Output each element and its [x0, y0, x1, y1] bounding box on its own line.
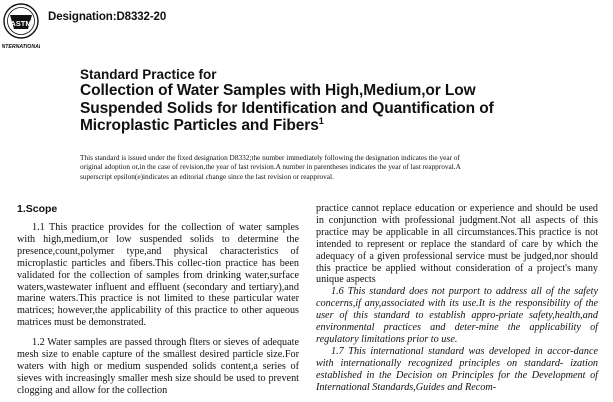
- text-line: content,a series of sieves with increasingly smaller mesh size: [17, 360, 300, 384]
- text-line: of this practice may be applicable in all circumstances.This: [316, 214, 598, 238]
- designation: Designation:D8332-20: [48, 11, 167, 23]
- title-prefix: Standard Practice for: [80, 67, 217, 82]
- text-line: must be judged,nor should this practice be applied without: [316, 250, 599, 274]
- logo-subtext: INTERNATIONAL: [2, 44, 40, 50]
- paragraph-1-5-cont: [316, 203, 598, 286]
- astm-logo: [2, 2, 40, 54]
- text-line: practice is not limited to these particular water matrices;: [17, 293, 300, 317]
- title-footnote-mark: 1: [318, 116, 324, 126]
- standard-notice: [80, 153, 530, 181]
- text-line: practice is not intended to represent or replace the standard of: [316, 226, 599, 250]
- text-line: responsibility of the user of this standard to establish appro-: [316, 298, 599, 322]
- text-line: Development of International Standards,Guides and Recom-: [316, 369, 599, 393]
- text-line: ization established in the Decision on Principles for the: [316, 357, 599, 381]
- text-line: adequate mesh size to enable capture of the smallest desired: [17, 337, 300, 361]
- right-column: [316, 203, 598, 394]
- text-line: 1.7 This international standard was developed in accor-: [331, 345, 574, 357]
- paragraph-1-7: [316, 346, 598, 394]
- text-line: from drinking water,surface waters,wastewater influent and: [17, 269, 300, 293]
- title-line-3: [80, 117, 580, 135]
- text-line: 1.1 This practice provides for the collection of water: [32, 222, 262, 233]
- text-line: determine the presence,count,polymer type,and physical: [17, 233, 299, 257]
- astm-logo-icon: [2, 2, 40, 54]
- text-line: should be used to prevent clogging and allow for the collection: [17, 372, 299, 396]
- text-line: characteristics of microplastic particles and fibers.This collec-: [17, 245, 299, 269]
- text-line: 1.2 Water samples are passed through flters or sieves of: [32, 337, 261, 349]
- notice-line: superscript epsilon(e)indicates an editorial change since the last revision or reapproval.: [80, 171, 334, 181]
- title-line-2: Suspended Solids for Identification and Quantification of: [80, 99, 494, 117]
- paragraph-1-1: [17, 222, 299, 329]
- title-line-3-text: Microplastic Particles and Fibers: [80, 117, 319, 134]
- text-line: 1.6 This standard does not purport to address all of the: [331, 286, 571, 298]
- text-line: dance with internationally recognized principles on standard-: [316, 345, 598, 369]
- text-line: matrices must be demonstrated.: [17, 317, 147, 329]
- text-line: priate safety,health,and environmental practices and deter-: [316, 310, 598, 334]
- title-block: [80, 67, 580, 135]
- text-line: particle size.For waters with high or medium suspended solids: [17, 349, 299, 372]
- notice-line: This standard is issued under the fixed designation D8332;the number immediately following the designation indicates the year of: [80, 153, 460, 162]
- paragraph-1-6: [316, 286, 598, 346]
- text-line: safety concerns,if any,associated with its use.It is the: [316, 286, 598, 310]
- logo-text: ASTM: [10, 19, 32, 28]
- text-line: effluent (secondary and tertiary),and marine waters.This: [17, 281, 299, 305]
- paragraph-1-2: [17, 337, 299, 397]
- text-line: mine the applicability of regulatory limitations prior to use.: [316, 322, 599, 345]
- text-line: used in conjunction with professional judgment.Not all aspects: [316, 203, 599, 226]
- text-line: samples with high,medium,or low suspended solids to: [17, 222, 299, 245]
- text-line: practice cannot replace education or experience and should be: [316, 203, 576, 214]
- text-line: tion practice has been validated for the collection of samples: [17, 257, 299, 281]
- text-line: however,the applicability of this practice to other aqueous: [57, 305, 300, 317]
- section-heading-scope: 1.Scope: [17, 203, 58, 215]
- text-line: consideration of a project's many unique aspects: [316, 262, 599, 286]
- notice-line: original adoption or,in the case of revision,the year of last revision.A number in parentheses indicates the year of last reapproval.A: [80, 162, 461, 172]
- text-line: care by which the adequacy of a given professional service: [316, 238, 598, 262]
- title-line-1: Collection of Water Samples with High,Medium,or Low: [80, 82, 476, 99]
- left-column: [17, 203, 299, 397]
